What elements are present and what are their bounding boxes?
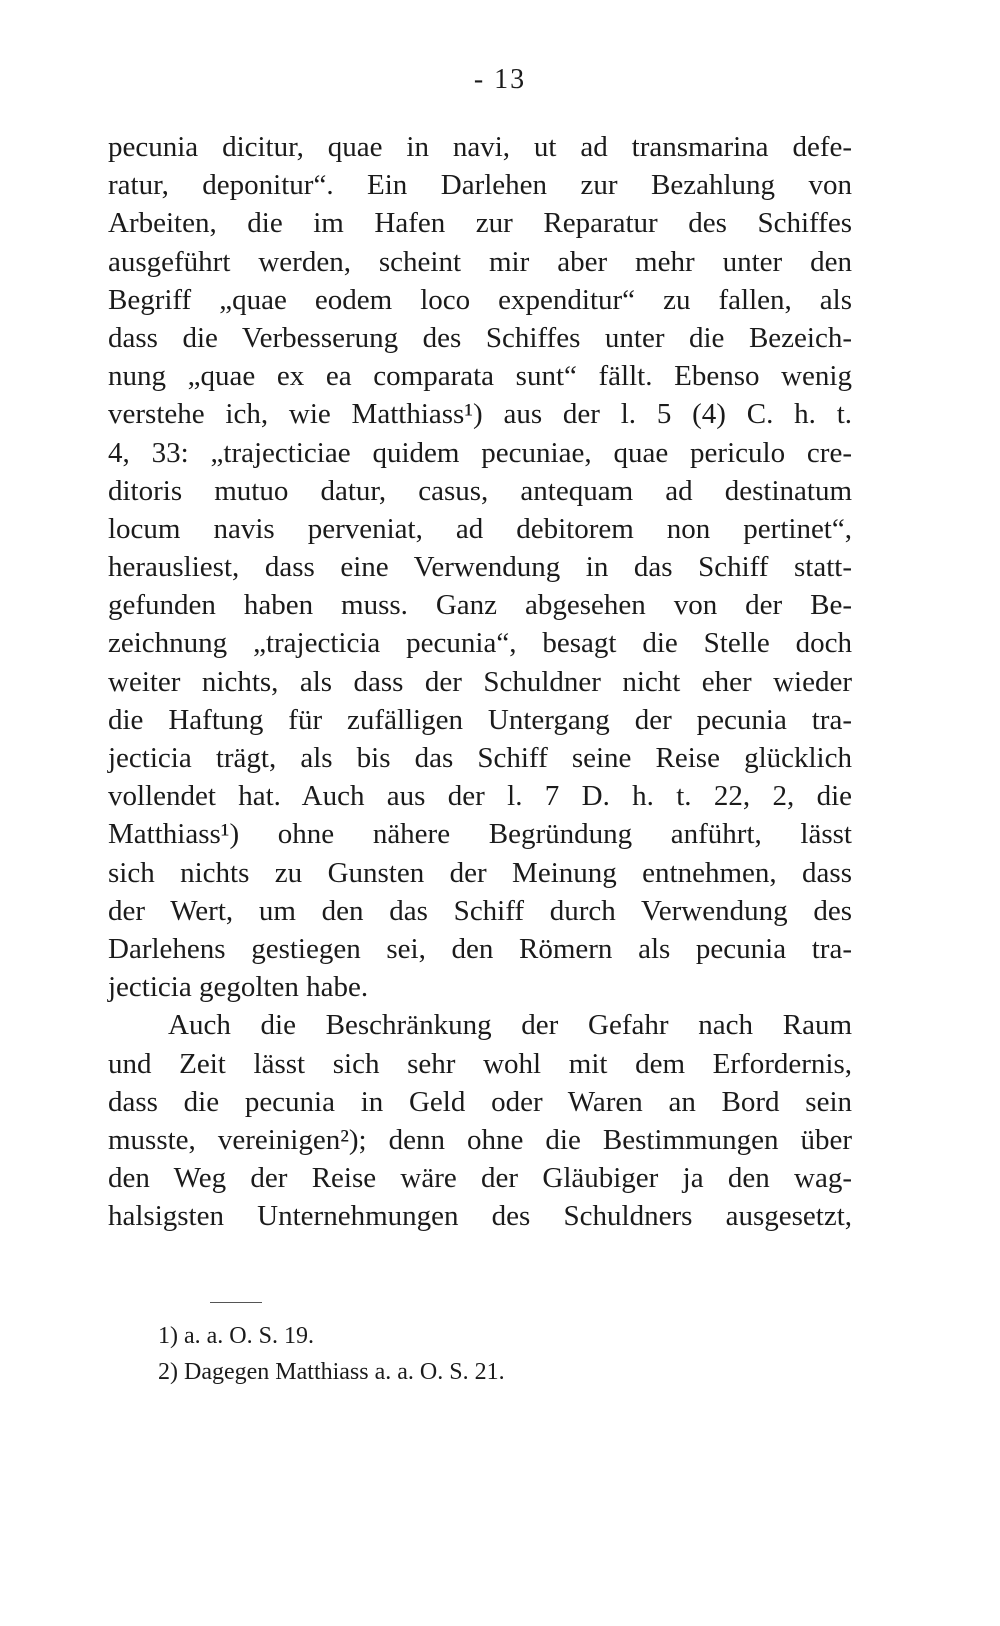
text-line: Arbeiten, die im Hafen zur Reparatur des Schiffes (108, 207, 852, 240)
text-line: nung „quae ex ea comparata sunt“ fällt. Ebenso wenig (108, 360, 852, 393)
text-line: ditoris mutuo datur, casus, antequam ad destinatum (108, 474, 852, 507)
paragraph-start-line: Auch die Beschränkung der Gefahr nach Raum (168, 1009, 852, 1042)
page-number-value: 13 (494, 64, 527, 95)
footnote-1: 1) a. a. O. S. 19. (158, 1323, 314, 1349)
text-line: 4, 33: „trajecticiae quidem pecuniae, quae periculo cre- (108, 436, 852, 469)
text-line: die Haftung für zufälligen Untergang der pecunia tra- (108, 703, 852, 736)
text-line: den Weg der Reise wäre der Gläubiger ja den wag- (108, 1162, 852, 1195)
text-line: zeichnung „trajecticia pecunia“, besagt die Stelle doch (108, 627, 852, 660)
footnote-divider (210, 1302, 262, 1303)
text-line: weiter nichts, als dass der Schuldner nicht eher wieder (108, 665, 852, 698)
text-line: pecunia dicitur, quae in navi, ut ad transmarina defe- (108, 131, 852, 163)
text-line: herausliest, dass eine Verwendung in das Schiff statt- (108, 551, 852, 584)
body-text (108, 128, 852, 1235)
paragraph-end-line: jecticia gegolten habe. (108, 971, 369, 1004)
page-number (0, 64, 1000, 96)
text-line: Darlehens gestiegen sei, den Römern als pecunia tra- (108, 932, 852, 965)
text-line: halsigsten Unternehmungen des Schuldners ausgesetzt, (108, 1200, 852, 1233)
text-line: gefunden haben muss. Ganz abgesehen von der Be- (108, 589, 852, 622)
text-line: musste, vereinigen²); denn ohne die Bestimmungen über (108, 1123, 852, 1156)
footnote-2: 2) Dagegen Matthiass a. a. O. S. 21. (158, 1359, 505, 1385)
text-line: dass die Verbesserung des Schiffes unter die Bezeich- (108, 321, 852, 354)
text-line: Matthiass¹) ohne nähere Begründung anführt, lässt (108, 818, 852, 851)
text-line: ausgeführt werden, scheint mir aber mehr unter den (108, 245, 852, 278)
page-number-prefix: - (473, 64, 486, 95)
text-line: und Zeit lässt sich sehr wohl mit dem Erfordernis, (108, 1047, 852, 1080)
text-line: locum navis perveniat, ad debitorem non pertinet“, (108, 512, 852, 545)
text-line: vollendet hat. Auch aus der l. 7 D. h. t. 22, 2, die (108, 780, 852, 813)
footnotes (158, 1318, 798, 1390)
text-line: dass die pecunia in Geld oder Waren an Bord sein (108, 1085, 852, 1118)
text-line: ratur, deponitur“. Ein Darlehen zur Bezahlung von (108, 169, 852, 202)
text-line: sich nichts zu Gunsten der Meinung entnehmen, dass (108, 856, 852, 889)
text-line: jecticia trägt, als bis das Schiff seine Reise glücklich (108, 742, 852, 774)
text-line: Begriff „quae eodem loco expenditur“ zu fallen, als (108, 283, 852, 316)
text-line: der Wert, um den das Schiff durch Verwendung des (108, 894, 852, 927)
text-line: verstehe ich, wie Matthiass¹) aus der l. 5 (4) C. h. t. (108, 398, 852, 431)
